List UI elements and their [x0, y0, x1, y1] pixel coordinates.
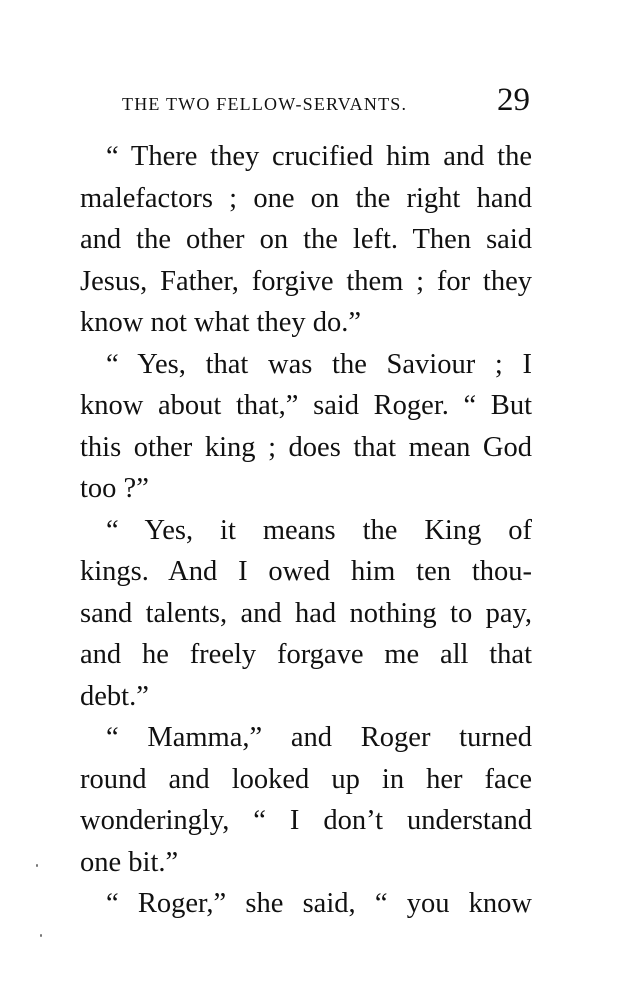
text-line: know about that,” said Roger. “ But — [80, 390, 532, 421]
text-line: “ Mamma,” and Roger turned — [106, 722, 532, 753]
text-line: Jesus, Father, forgive them ; for they — [80, 265, 532, 297]
paper-speck — [40, 934, 42, 937]
text-line: sand talents, and had nothing to pay, — [80, 597, 532, 629]
text-line: too ?” — [80, 473, 149, 504]
text-line: “ Yes, it means the King of — [106, 514, 532, 546]
text-line: kings. And I owed him ten thou- — [80, 556, 532, 587]
text-line: “ Yes, that was the Saviour ; I — [106, 348, 532, 380]
text-line: round and looked up in her face — [80, 763, 532, 795]
text-line: this other king ; does that mean God — [80, 431, 532, 463]
text-line: malefactors ; one on the right hand — [80, 182, 532, 214]
text-line: “ There they crucified him and the — [106, 141, 532, 172]
running-title: THE TWO FELLOW-SERVANTS. — [122, 94, 408, 114]
text-line: debt.” — [80, 680, 149, 712]
text-line: wonderingly, “ I don’t understand — [80, 805, 532, 836]
paper-speck — [36, 864, 38, 867]
running-head — [80, 80, 532, 124]
page-number: 29 — [497, 82, 530, 118]
text-line: know not what they do.” — [80, 307, 361, 338]
text-line: and the other on the left. Then said — [80, 224, 532, 255]
text-line: “ Roger,” she said, “ you know — [106, 888, 532, 919]
text-line: one bit.” — [80, 846, 179, 878]
body-text — [80, 136, 532, 925]
text-line: and he freely forgave me all that — [80, 639, 532, 670]
